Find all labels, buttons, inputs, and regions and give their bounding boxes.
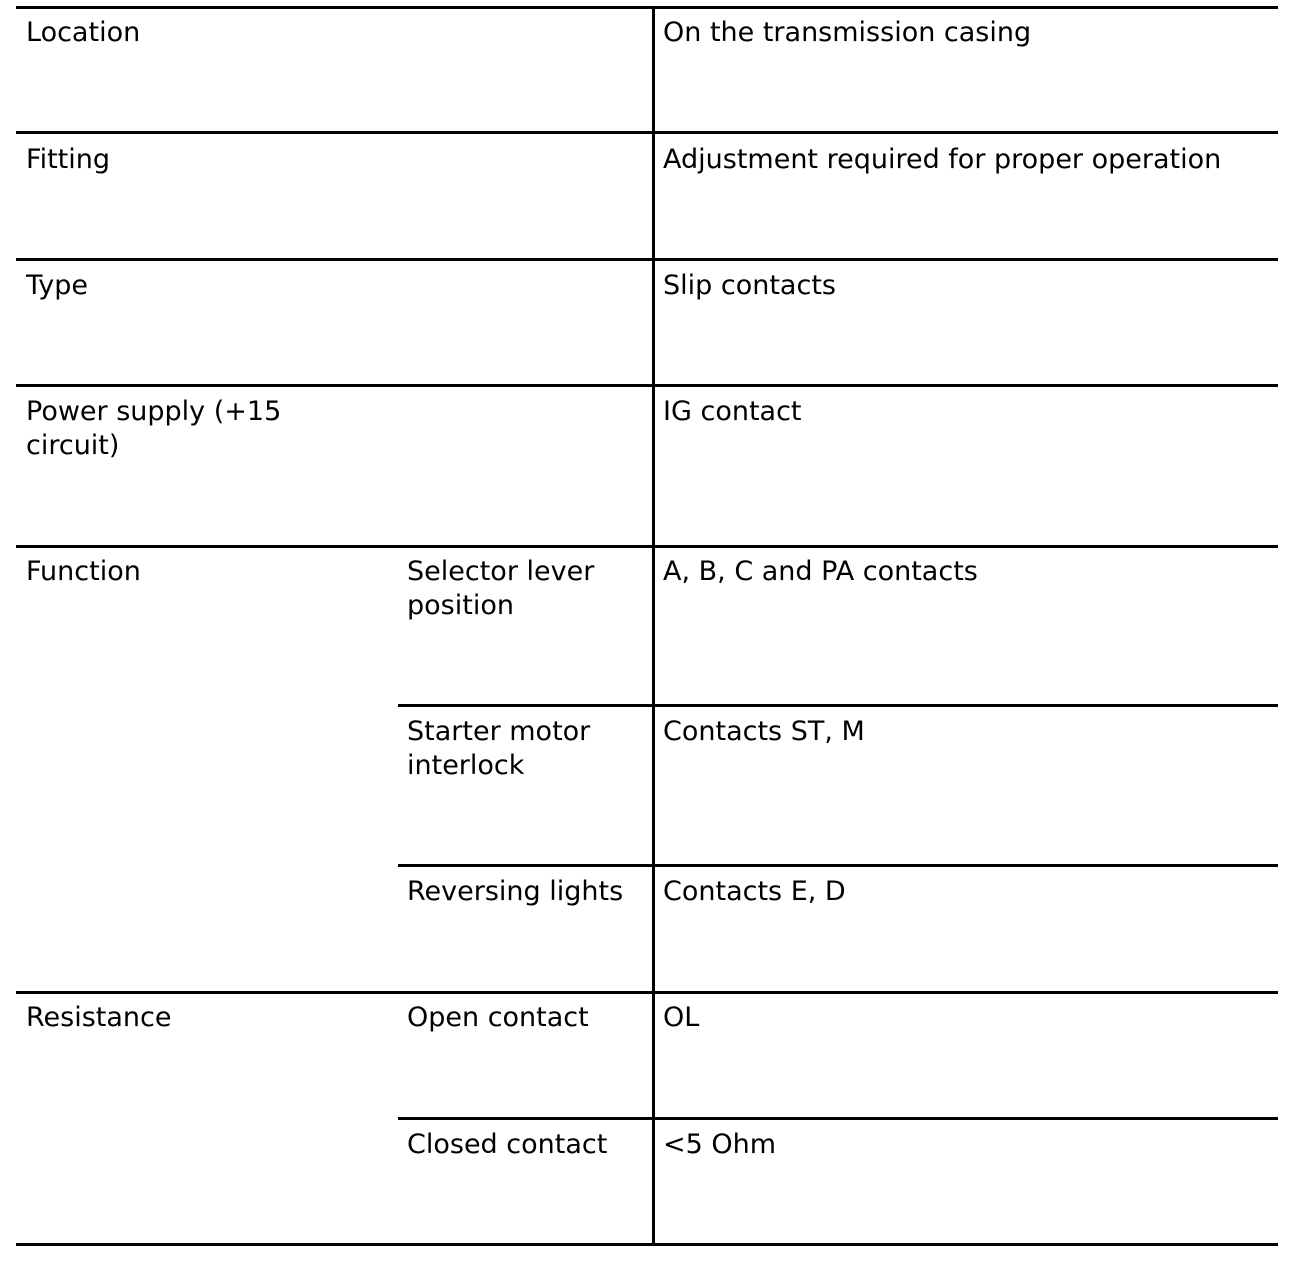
row-divider xyxy=(16,258,1278,261)
row-divider xyxy=(16,991,1278,994)
label-cell: Location xyxy=(26,17,141,48)
sub-label-cell: Reversing lights xyxy=(407,876,624,907)
row-divider xyxy=(16,1243,1278,1246)
label-cell: Type xyxy=(26,270,89,301)
row-divider xyxy=(16,384,1278,387)
sub-label-cell: Selector lever position xyxy=(407,556,595,621)
value-cell: On the transmission casing xyxy=(663,17,1032,48)
value-cell: IG contact xyxy=(663,396,802,427)
value-cell: <5 Ohm xyxy=(663,1129,777,1160)
value-cell: Slip contacts xyxy=(663,270,836,301)
value-cell: A, B, C and PA contacts xyxy=(663,556,978,587)
label-cell: Function xyxy=(26,556,141,587)
sub-label-cell: Open contact xyxy=(407,1002,589,1033)
value-cell: Adjustment required for proper operation xyxy=(663,144,1222,175)
row-divider xyxy=(398,704,1278,707)
value-cell: Contacts ST, M xyxy=(663,716,865,747)
row-divider xyxy=(16,545,1278,548)
specification-table xyxy=(16,6,1278,1246)
row-divider xyxy=(16,6,1278,9)
row-divider xyxy=(398,1117,1278,1120)
column-divider xyxy=(652,6,655,1246)
label-cell: Resistance xyxy=(26,1002,172,1033)
sub-label-cell: Closed contact xyxy=(407,1129,608,1160)
value-cell: OL xyxy=(663,1002,700,1033)
sub-label-cell: Starter motor interlock xyxy=(407,716,591,781)
value-cell: Contacts E, D xyxy=(663,876,846,907)
label-cell: Power supply (+15 circuit) xyxy=(26,396,282,461)
row-divider xyxy=(16,131,1278,134)
label-cell: Fitting xyxy=(26,144,110,175)
row-divider xyxy=(398,864,1278,867)
